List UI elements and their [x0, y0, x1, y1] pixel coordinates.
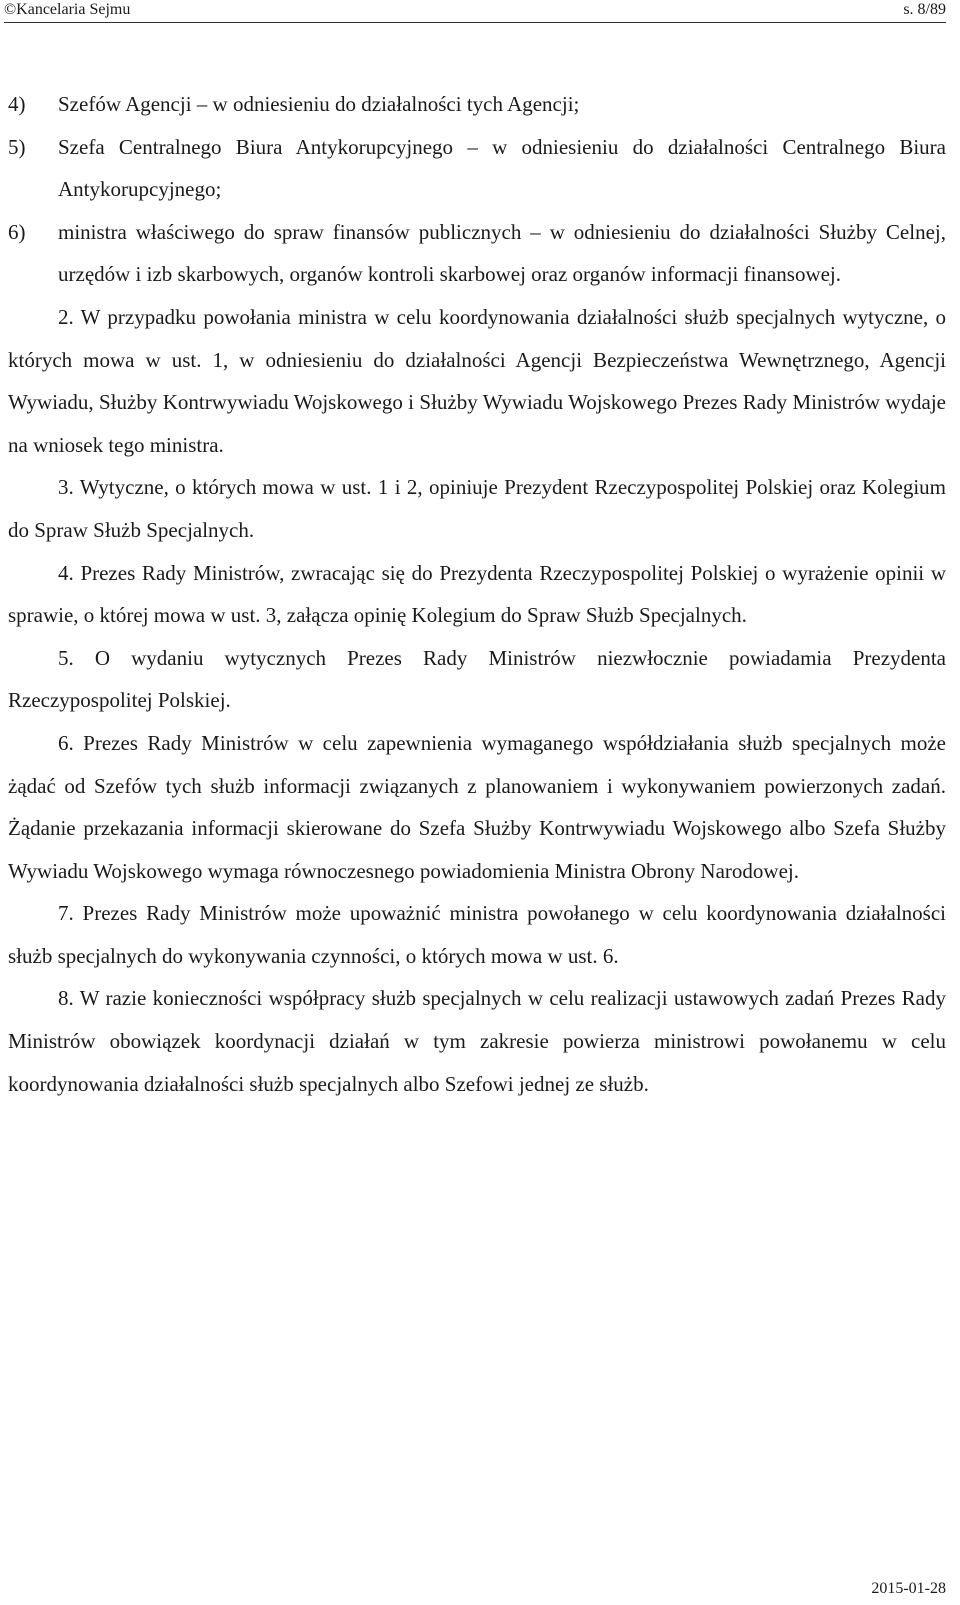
paragraph-5: 5. O wydaniu wytycznych Prezes Rady Ministrów niezwłocznie powiadamia Prezydenta Rzeczypospolitej Polskiej.: [8, 645, 946, 713]
list-item-number: 5): [8, 134, 26, 159]
paragraph-2: 2. W przypadku powołania ministra w celu koordynowania działalności służb specjalnych wytyczne, o których mowa w ust. 1, w odniesieniu do działalności Agencji Bezpieczeństwa Wewnętrznego, Agencji Wywiadu, Służby Kontrwywiadu Wojskowego i Służby Wywiadu Wojskowego Prezes Rady Ministrów wydaje na wniosek tego ministra.: [8, 304, 946, 457]
list-item: [8, 126, 946, 211]
enumerated-list: [8, 83, 946, 296]
page-footer-date: 2015-01-28: [871, 1580, 946, 1597]
page-number: s. 8/89: [903, 1, 946, 18]
list-item-number: 4): [8, 92, 26, 116]
list-item-number: 6): [8, 219, 26, 244]
paragraph-4: 4. Prezes Rady Ministrów, zwracając się do Prezydenta Rzeczypospolitej Polskiej o wyrażenie opinii w sprawie, o której mowa w ust. 3, załącza opinię Kolegium do Spraw Służb Specjalnych.: [8, 560, 946, 628]
list-item: [8, 211, 946, 296]
document-body: [8, 83, 946, 1105]
copyright-notice: ©Kancelaria Sejmu: [4, 1, 131, 18]
paragraph-6: 6. Prezes Rady Ministrów w celu zapewnienia wymaganego współdziałania służb specjalnych może żądać od Szefów tych służb informacji związanych z planowaniem i wykonywaniem powierzonych zadań. Żądanie przekazania informacji skierowane do Szefa Służby Kontrwywiadu Wojskowego albo Szefa Służby Wywiadu Wojskowego wymaga równoczesnego powiadomienia Ministra Obrony Narodowej.: [8, 730, 946, 883]
page-header: [4, 0, 946, 23]
list-item: [8, 83, 946, 126]
list-item-text: Szefa Centralnego Biura Antykorupcyjnego – w odniesieniu do działalności Centralnego Biura Antykorupcyjnego;: [58, 134, 946, 202]
paragraph-8: 8. W razie konieczności współpracy służb specjalnych w celu realizacji ustawowych zadań Prezes Rady Ministrów obowiązek koordynacji działań w tym zakresie powierza ministrowi powołanemu w celu koordynowania działalności służb specjalnych albo Szefowi jednej ze służb.: [8, 986, 946, 1096]
list-item-text: ministra właściwego do spraw finansów publicznych – w odniesieniu do działalności Służby Celnej, urzędów i izb skarbowych, organów kontroli skarbowej oraz organów informacji finansowej.: [58, 219, 946, 287]
paragraph-3: 3. Wytyczne, o których mowa w ust. 1 i 2, opiniuje Prezydent Rzeczypospolitej Polskiej oraz Kolegium do Spraw Służb Specjalnych.: [8, 475, 946, 542]
list-item-text: Szefów Agencji – w odniesieniu do działalności tych Agencji;: [58, 92, 580, 116]
paragraph-7: 7. Prezes Rady Ministrów może upoważnić ministra powołanego w celu koordynowania działalności służb specjalnych do wykonywania czynności, o których mowa w ust. 6.: [8, 901, 946, 968]
